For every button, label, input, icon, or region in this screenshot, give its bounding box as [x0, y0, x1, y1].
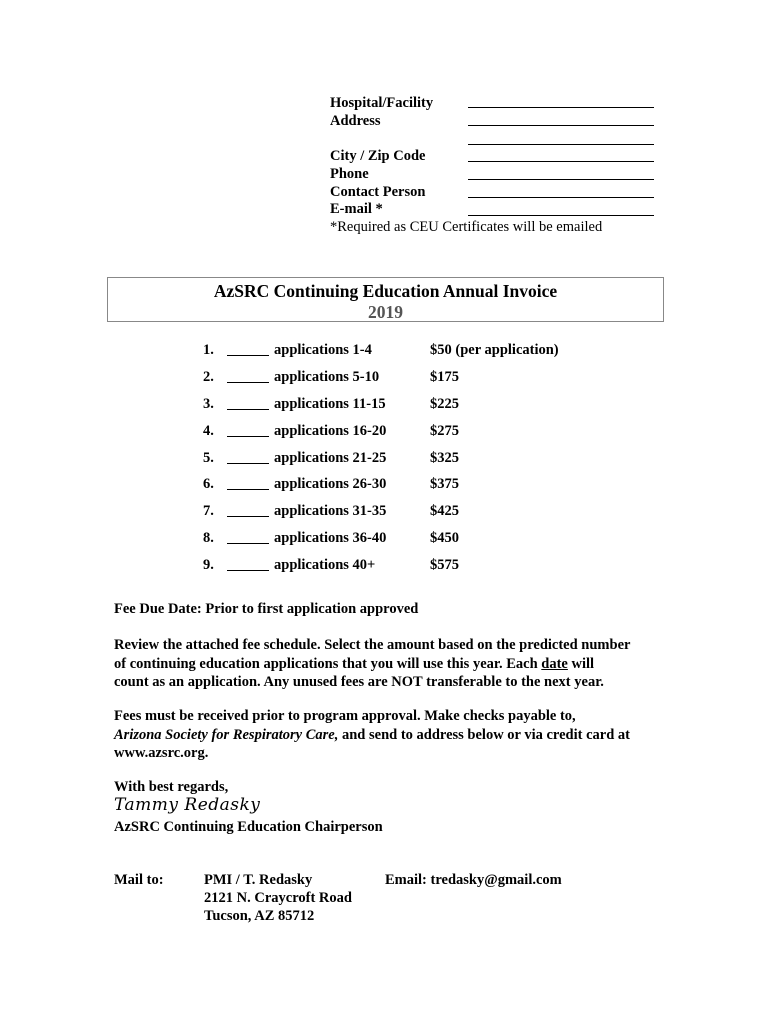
fee-row-price: $450	[430, 530, 459, 546]
fee-row-label: applications 31-35	[274, 503, 387, 519]
form-label-address: Address	[330, 113, 381, 129]
mail-email[interactable]: Email: tredasky@gmail.com	[385, 872, 562, 888]
form-label-city-zip: City / Zip Code	[330, 148, 426, 164]
form-label-contact: Contact Person	[330, 184, 426, 200]
fee-row-label: applications 1-4	[274, 342, 372, 358]
fee-row-blank[interactable]	[227, 355, 269, 356]
closing-title: AzSRC Continuing Education Chairperson	[114, 819, 383, 835]
review-line-2	[114, 655, 630, 674]
fee-row-number: 1.	[203, 342, 214, 358]
closing-regards: With best regards,	[114, 779, 229, 795]
form-label-phone: Phone	[330, 166, 369, 182]
payment-line-2-post: and send to address below or via credit card at	[338, 726, 630, 743]
fee-row-price: $175	[430, 369, 459, 385]
review-line-2-post: will	[567, 655, 595, 672]
review-date-underlined: date	[541, 655, 568, 672]
form-label-hospital: Hospital/Facility	[330, 95, 434, 111]
fee-row-blank[interactable]	[227, 543, 269, 544]
signature: Tammy Redasky	[114, 795, 261, 815]
payment-line-1: Fees must be received prior to program approval. Make checks payable to,	[114, 708, 576, 724]
city-zip-field[interactable]	[468, 161, 654, 162]
review-paragraph	[114, 636, 630, 692]
fee-row-blank[interactable]	[227, 409, 269, 410]
payment-org-name: Arizona Society for Respiratory Care,	[114, 726, 339, 743]
fee-row-number: 4.	[203, 423, 214, 439]
payment-website[interactable]: www.azsrc.org.	[114, 745, 209, 761]
payment-line-2	[114, 726, 630, 745]
fee-row-price: $375	[430, 476, 459, 492]
fee-row-label: applications 11-15	[274, 396, 386, 412]
fee-row-price: $275	[430, 423, 459, 439]
form-note: *Required as CEU Certificates will be emailed	[330, 219, 603, 235]
address-field[interactable]	[468, 125, 654, 126]
review-line-1: Review the attached fee schedule. Select the amount based on the predicted number	[114, 637, 631, 653]
contact-person-field[interactable]	[468, 197, 654, 198]
fee-row-label: applications 40+	[274, 557, 376, 573]
fee-row-blank[interactable]	[227, 570, 269, 571]
address-field-line2[interactable]	[468, 144, 654, 145]
hospital-field[interactable]	[468, 107, 654, 108]
invoice-title-box	[107, 277, 664, 322]
fee-row-blank[interactable]	[227, 516, 269, 517]
email-field[interactable]	[468, 215, 654, 216]
fee-row-label: applications 21-25	[274, 450, 387, 466]
fee-row-blank[interactable]	[227, 489, 269, 490]
fee-row-label: applications 26-30	[274, 476, 387, 492]
fee-row-blank[interactable]	[227, 382, 269, 383]
fee-row-label: applications 5-10	[274, 369, 380, 385]
fee-row-number: 2.	[203, 369, 214, 385]
fee-row-blank[interactable]	[227, 463, 269, 464]
fee-row-number: 7.	[203, 503, 214, 519]
fee-row-label: applications 36-40	[274, 530, 387, 546]
fee-row-label: applications 16-20	[274, 423, 387, 439]
fee-row-price: $50 (per application)	[430, 342, 559, 358]
fee-row-price: $425	[430, 503, 459, 519]
invoice-year: 2019	[368, 302, 403, 322]
form-label-email: E-mail *	[330, 201, 383, 217]
mail-label: Mail to:	[114, 872, 164, 888]
fee-row-number: 3.	[203, 396, 214, 412]
review-line-3: count as an application. Any unused fees are NOT transferable to the next year.	[114, 674, 604, 690]
phone-field[interactable]	[468, 179, 654, 180]
fee-row-price: $575	[430, 557, 459, 573]
payment-paragraph	[114, 707, 630, 763]
review-line-2-pre: of continuing education applications that you will use this year. Each	[114, 655, 542, 672]
fee-row-number: 9.	[203, 557, 214, 573]
mail-address-line: Tucson, AZ 85712	[204, 908, 315, 924]
fee-row-number: 8.	[203, 530, 214, 546]
fee-row-price: $225	[430, 396, 459, 412]
mail-address-line: PMI / T. Redasky	[204, 872, 313, 888]
fee-row-number: 6.	[203, 476, 214, 492]
fee-row-price: $325	[430, 450, 459, 466]
fee-due-date: Fee Due Date: Prior to first application approved	[114, 601, 419, 617]
fee-row-blank[interactable]	[227, 436, 269, 437]
invoice-title: AzSRC Continuing Education Annual Invoice	[213, 281, 558, 301]
fee-row-number: 5.	[203, 450, 214, 466]
mail-address-line: 2121 N. Craycroft Road	[204, 890, 352, 906]
mail-address	[204, 871, 352, 925]
